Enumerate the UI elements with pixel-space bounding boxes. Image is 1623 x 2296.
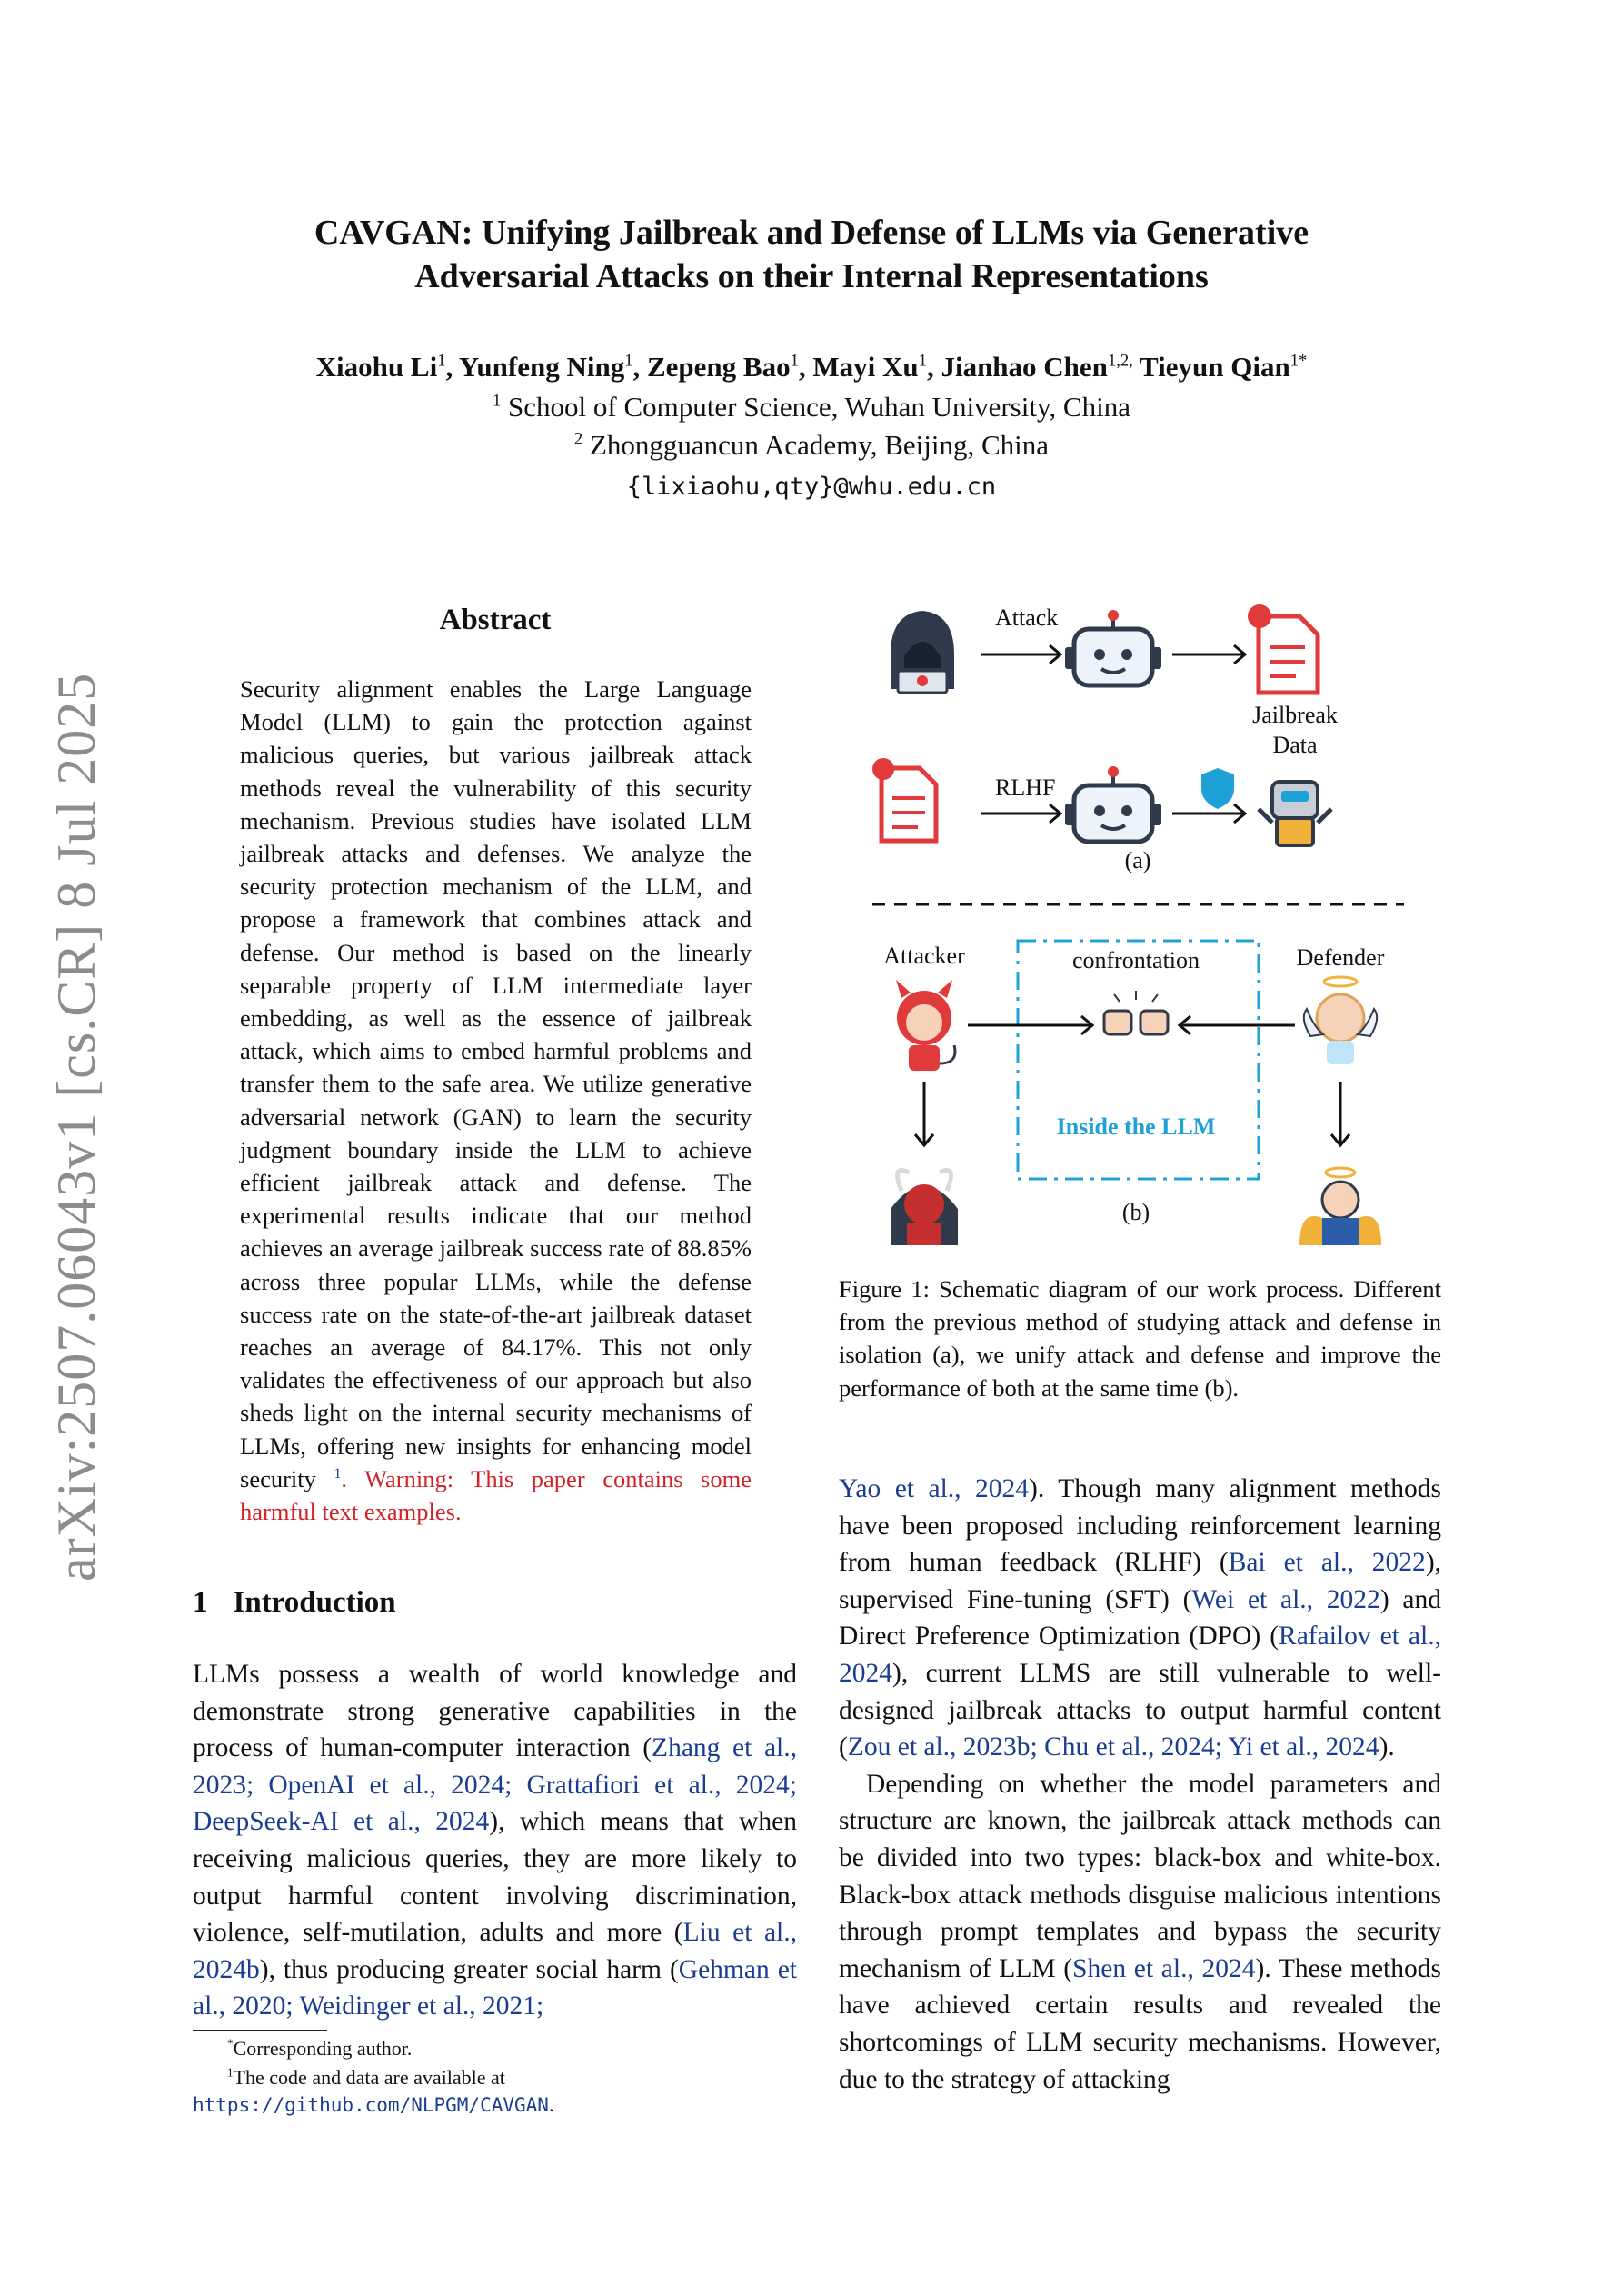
- citation-link[interactable]: Wei et al., 2022: [1191, 1584, 1380, 1614]
- footnote-corresponding: *Corresponding author.: [227, 2036, 413, 2060]
- label-confrontation: confrontation: [1071, 947, 1200, 973]
- author: Jianhao Chen$^{1,2,}$: [941, 351, 1133, 383]
- text-run: ), thus producing greater social harm (: [259, 1954, 679, 1984]
- author-list: [0, 349, 1623, 385]
- devil-icon: [896, 980, 955, 1071]
- footnote-code: $^1$The code and data are available at https://github.com/NLPGM/CAVGAN.: [193, 2065, 554, 2116]
- label-b: (b): [1121, 1199, 1150, 1225]
- text-run: LLMs possess a wealth of world knowledge and demonstrate strong generative capabilities in the process of human-computer interaction (: [193, 1660, 797, 1763]
- citation-link[interactable]: Zhang et al., 2023; OpenAI et al., 2024; Grattafiori et al., 2024; DeepSeek-AI et al., 2024: [193, 1733, 797, 1837]
- archangel-icon: [1299, 1168, 1381, 1245]
- hacker-icon: [891, 611, 954, 693]
- harmful-document-icon: [872, 758, 936, 841]
- text-run: Depending on whether the model parameters and structure are known, the jailbreak attack methods can be divided into two types: black-box and white-box. Black-box attack methods disguise malicious intentions through prompt templates and bypass the security mechanism of LLM (: [839, 1769, 1441, 1983]
- label-inside-llm: Inside the LLM: [1056, 1113, 1216, 1140]
- title-line-1: CAVGAN: Unifying Jailbreak and Defense of LLMs via Generative: [314, 214, 1309, 252]
- author: Tieyun Qian$^{1*}$: [1140, 351, 1308, 383]
- citation-link[interactable]: Rafailov et al., 2024: [839, 1622, 1441, 1688]
- angel-icon: [1304, 977, 1377, 1064]
- label-a: (a): [1124, 847, 1151, 873]
- intro-left-paragraph: [193, 1656, 797, 2025]
- text-run: ). Though many alignment methods have been proposed including reinforcement learning from human feedback (RLHF) (: [839, 1474, 1441, 1578]
- affiliation-1: $^1$ School of Computer Science, Wuhan University, China: [493, 391, 1130, 423]
- author: Mayi Xu$^1$,: [812, 351, 941, 383]
- label-jailbreak: Jailbreak: [1252, 702, 1338, 728]
- code-url-link[interactable]: https://github.com/NLPGM/CAVGAN: [193, 2094, 549, 2116]
- text-run: ) and Direct Preference Optimization (DPO) (: [839, 1584, 1441, 1652]
- text-run: ), current LLMS are still vulnerable to well-designed jailbreak attacks to output harmful content (: [839, 1658, 1441, 1762]
- label-rlhf: RLHF: [995, 774, 1056, 801]
- shield-icon: [1201, 768, 1234, 809]
- abstract-text: Security alignment enables the Large Language Model (LLM) to gain the protection against malicious queries, but various jailbreak attack methods reveal the vulnerability of this security mechanism. Previous studies have isolated LLM jailbreak attacks and defenses. We analyze the security protection mechanism of the LLM, and propose a framework that combines attack and defense. Our method is based on the linearly separable property of LLM intermediate layer embedding, as well as the essence of jailbreak attack, which aims to embed harmful problems and transfer them to the safe area. We utilize generative adversarial network (GAN) to learn the security judgment boundary inside the LLM to achieve efficient jailbreak attack and defense. The experimental results indicate that our method achieves an average jailbreak success rate of 88.85% across three popular LLMs, while the defense success rate on the state-of-the-art jailbreak dataset reaches an average of 84.17%. This not only validates the effectiveness of our approach but also sheds light on the internal security mechanisms of LLMs, offering new insights for enhancing model security: [240, 675, 752, 1492]
- label-attacker: Attacker: [883, 943, 965, 969]
- paper-title: [0, 211, 1623, 298]
- text-run: ).: [1379, 1732, 1395, 1762]
- citation-link[interactable]: Bai et al., 2022: [1228, 1548, 1426, 1578]
- section-number: 1: [193, 1586, 208, 1619]
- demon-icon: [891, 1171, 958, 1246]
- armored-robot-icon: [1259, 782, 1331, 845]
- section-heading: [193, 1586, 396, 1620]
- intro-right-column: [839, 1471, 1441, 2098]
- llm-boundary-box: [1018, 941, 1259, 1179]
- title-line-2: Adversarial Attacks on their Internal Representations: [414, 257, 1209, 295]
- contact-email: {lixiaohu,qty}@whu.edu.cn: [626, 473, 997, 501]
- figure-caption: Figure 1: Schematic diagram of our work process. Different from the previous method of studying attack and defense in isolation (a), we unify attack and defense and improve the performance of both at the same time (b).: [839, 1275, 1441, 1402]
- figure-1: [872, 591, 1418, 1254]
- citation-link[interactable]: Zou et al., 2023b; Chu et al., 2024; Yi et al., 2024: [847, 1732, 1379, 1762]
- abstract-heading: Abstract: [439, 604, 552, 636]
- author: Yunfeng Ning$^1$,: [458, 351, 647, 383]
- footnote-mark[interactable]: 1: [334, 1466, 342, 1482]
- label-data: Data: [1272, 732, 1318, 758]
- affiliation-2: $^2$ Zhongguancun Academy, Beijing, China: [573, 429, 1050, 461]
- intro-right-paragraph-2: [839, 1766, 1441, 2098]
- robot-icon: [1065, 766, 1161, 842]
- footnote-rule: [193, 2030, 327, 2031]
- text-run: ), supervised Fine-tuning (SFT) (: [839, 1548, 1442, 1614]
- robot-icon: [1065, 610, 1161, 685]
- text-run: ), which means that when receiving malicious queries, they are more likely to output harmful content involving discrimination, violence, self-mutilation, adults and more (: [193, 1807, 797, 1948]
- citation-link[interactable]: Yao et al., 2024: [839, 1474, 1030, 1503]
- citation-link[interactable]: Gehman et al., 2020; Weidinger et al., 2021;: [193, 1954, 797, 2021]
- text-run: ). These methods have achieved certain results and revealed the shortcomings of LLM security mechanisms. However, due to the strategy of attacking: [839, 1953, 1441, 2094]
- abstract-body: [240, 673, 752, 1528]
- label-defender: Defender: [1296, 944, 1385, 971]
- warning-text: . Warning: This paper contains some harmful text examples.: [240, 1464, 752, 1526]
- arxiv-identifier: arXiv:2507.06043v1 [cs.CR] 8 Jul 2025: [46, 672, 106, 1582]
- fist-bump-icon: [1104, 991, 1168, 1034]
- section-title: Introduction: [233, 1586, 396, 1619]
- citation-link[interactable]: Shen et al., 2024: [1072, 1953, 1256, 1983]
- author: Zepeng Bao$^1$,: [647, 351, 813, 383]
- citation-link[interactable]: Liu et al., 2024b: [193, 1918, 798, 1984]
- label-attack: Attack: [995, 604, 1059, 631]
- author: Xiaohu Li$^1$,: [315, 351, 459, 383]
- intro-right-paragraph-1: [839, 1471, 1441, 1766]
- jailbreak-document-icon: [1248, 604, 1318, 693]
